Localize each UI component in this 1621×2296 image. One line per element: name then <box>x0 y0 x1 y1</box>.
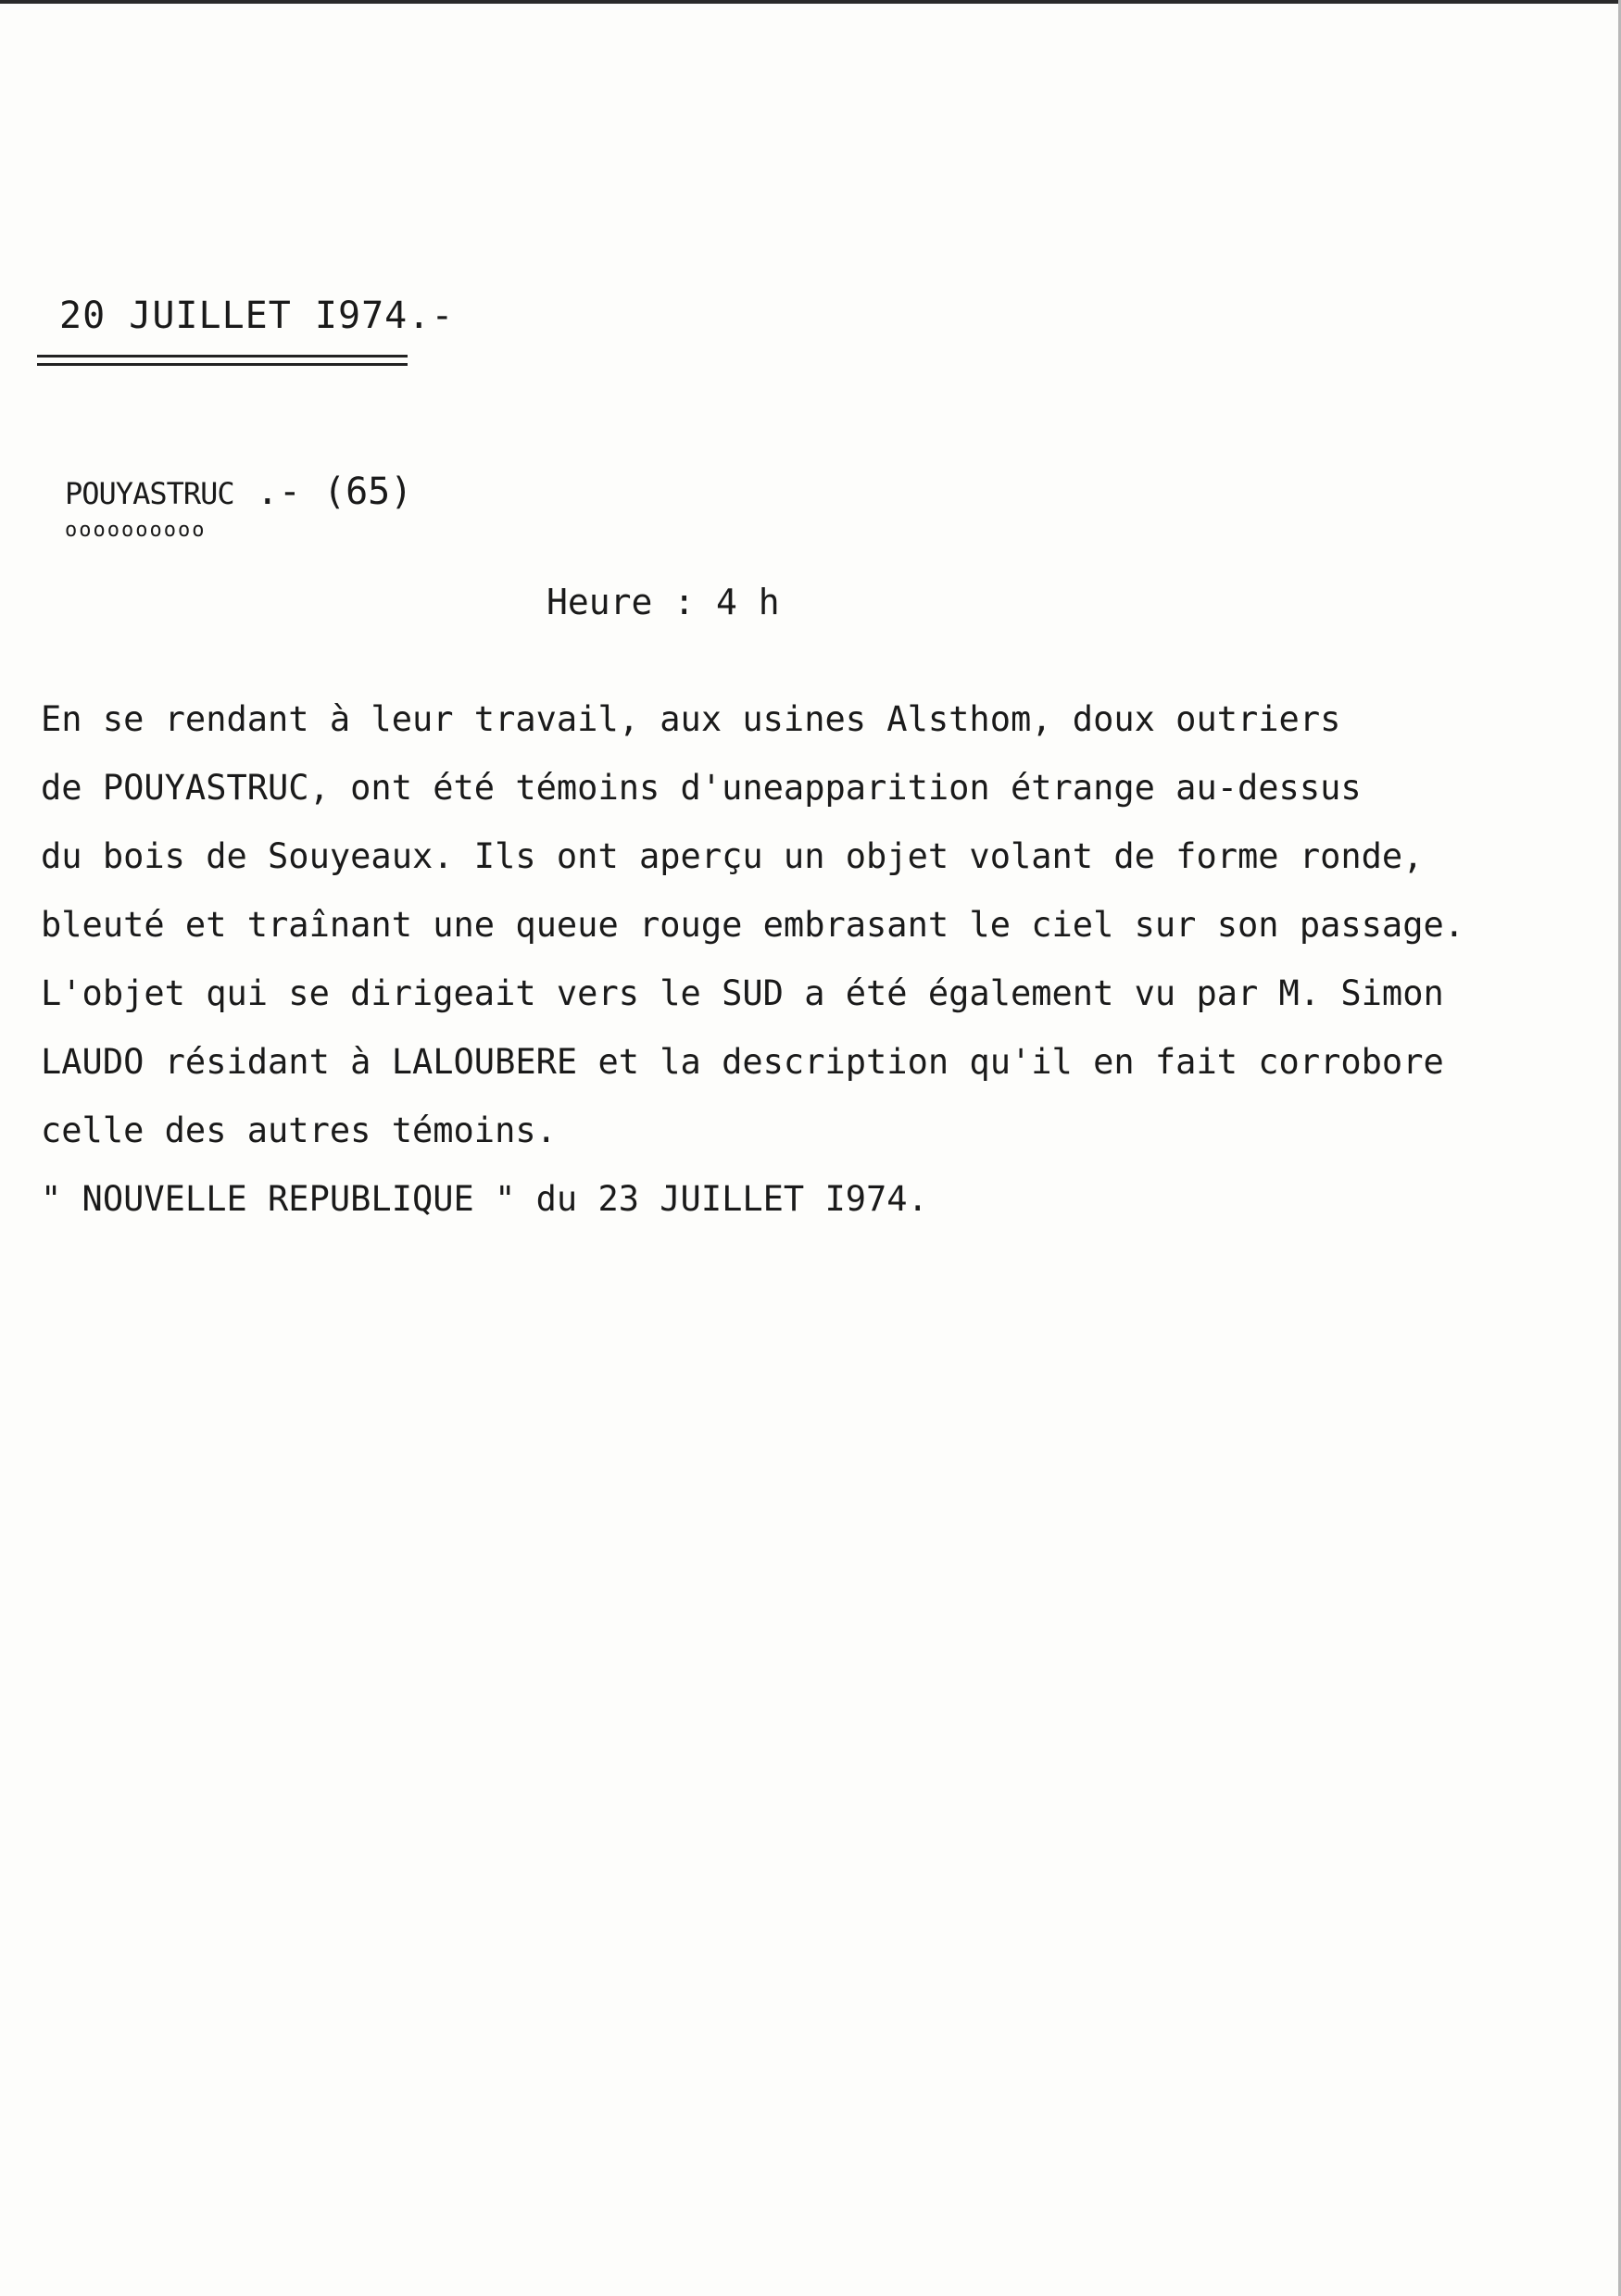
place-circle-underline: oooooooooo <box>65 519 207 542</box>
body-line: LAUDO résidant à LALOUBERE et la description qu'il en fait corrobore <box>41 1042 1444 1082</box>
body-line: du bois de Souyeaux. Ils ont aperçu un objet volant de forme ronde, <box>41 836 1424 876</box>
source-citation: " NOUVELLE REPUBLIQUE " du 23 JUILLET I974. <box>41 1179 928 1219</box>
body-line: de POUYASTRUC, ont été témoins d'uneapparition étrange au-dessus <box>41 768 1362 808</box>
body-line: celle des autres témoins. <box>41 1110 557 1150</box>
body-line: L'objet qui se dirigeait vers le SUD a été également vu par M. Simon <box>41 973 1444 1013</box>
date-heading: 20 JUILLET I974.- <box>59 295 455 337</box>
time-label: Heure : 4 h <box>547 582 780 622</box>
page-top-edge <box>0 0 1621 4</box>
place-heading <box>65 470 412 513</box>
place-code: .- (65) <box>233 470 413 513</box>
place-name: POUYASTRUC <box>65 476 234 511</box>
date-double-underline <box>37 355 408 366</box>
report-body <box>41 685 1597 1234</box>
body-line: bleuté et traînant une queue rouge embrasant le ciel sur son passage. <box>41 905 1465 945</box>
body-line: En se rendant à leur travail, aux usines Alsthom, doux outriers <box>41 699 1341 739</box>
